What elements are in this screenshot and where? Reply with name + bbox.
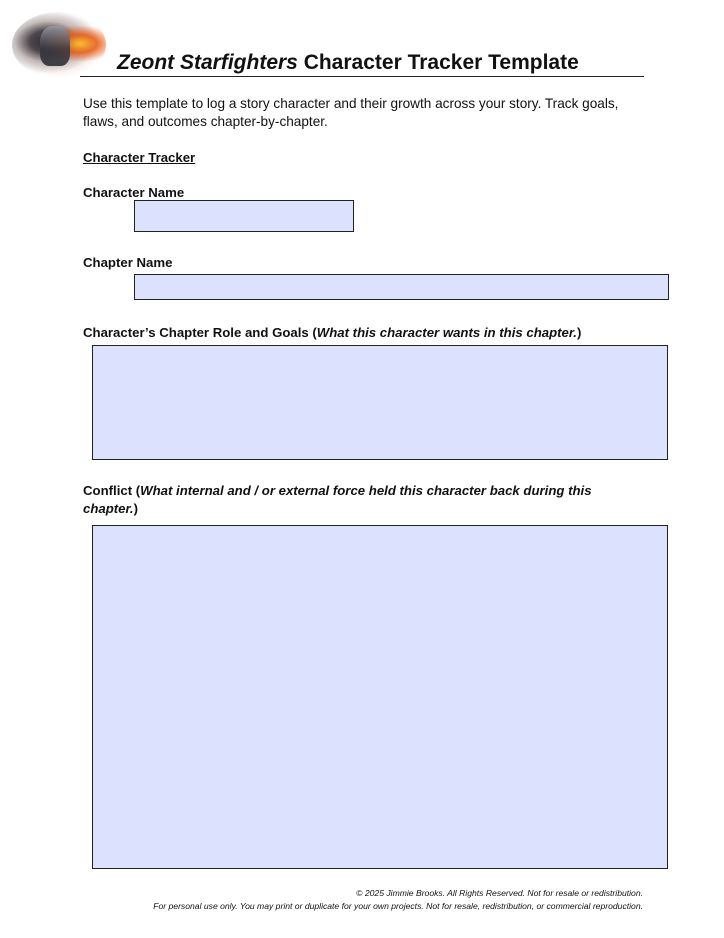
role-goals-hint: What this character wants in this chapter.	[316, 325, 577, 340]
role-goals-close: )	[576, 325, 582, 340]
intro-text: Use this template to log a story character and their growth across your story. Track goals, flaws, and outcomes chapter-by-chapter.	[83, 96, 619, 129]
starfighter-pilot-icon	[40, 26, 70, 66]
conflict-label	[83, 482, 628, 518]
page-title	[117, 51, 579, 75]
zeont-starfighters-logo-image	[12, 12, 106, 78]
chapter-name-label: Chapter Name	[83, 255, 173, 270]
role-goals-field[interactable]	[92, 345, 668, 460]
section-heading: Character Tracker	[83, 150, 196, 165]
usage-notice: For personal use only. You may print or duplicate for your own projects. Not for resale, redistribution, or commercial reproduction.	[153, 901, 643, 911]
conflict-hint: What internal and / or external force held this character back during this chapter.	[83, 483, 592, 516]
role-goals-label	[83, 324, 581, 342]
conflict-label-text: Conflict (	[83, 483, 141, 498]
character-name-label: Character Name	[83, 185, 185, 200]
title-divider	[80, 76, 644, 77]
character-name-field[interactable]	[134, 200, 354, 232]
title-rest: Character Tracker Template	[297, 51, 579, 74]
conflict-close: )	[133, 501, 138, 516]
conflict-field[interactable]	[92, 525, 668, 869]
role-goals-label-text: Character’s Chapter Role and Goals (	[83, 325, 317, 340]
chapter-name-field[interactable]	[134, 274, 669, 300]
copyright-notice: © 2025 Jimmie Brooks. All Rights Reserved. Not for resale or redistribution.	[356, 888, 643, 898]
title-brand: Zeont Starfighters	[117, 51, 298, 74]
